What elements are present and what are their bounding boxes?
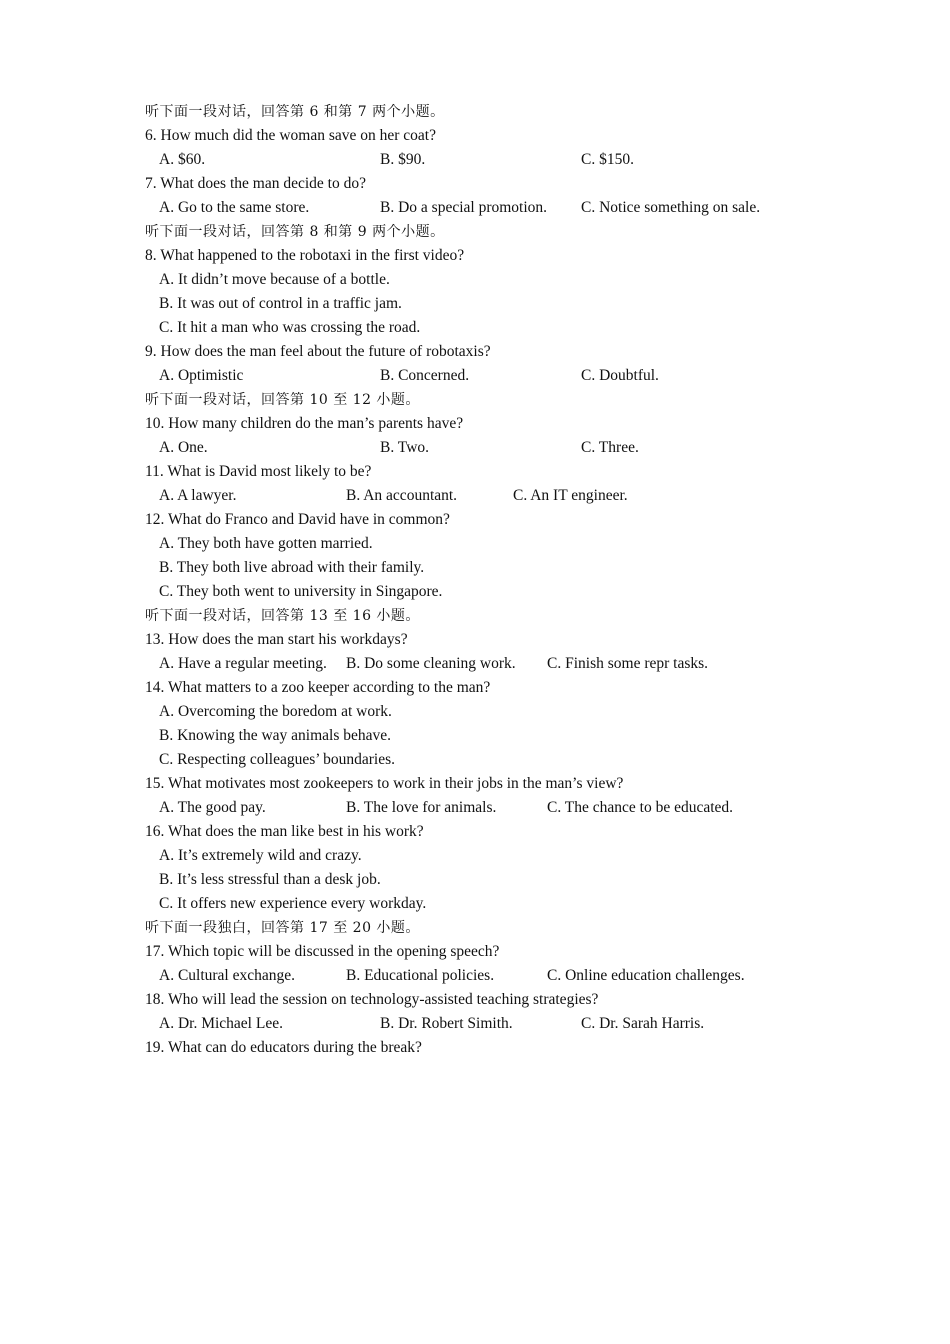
option-b: B. It’s less stressful than a desk job. [159, 871, 381, 888]
question-18-options [145, 1012, 845, 1036]
option-b: B. Two. [380, 439, 430, 456]
option-a: A. $60. [159, 151, 206, 168]
question-19-stem: 19. What can do educators during the break? [145, 1039, 422, 1056]
option-b: B. Do some cleaning work. [346, 655, 516, 672]
option-b: B. It was out of control in a traffic jam. [159, 295, 402, 312]
option-a: A. Cultural exchange. [159, 967, 296, 984]
question-10-options [145, 436, 845, 460]
question-16-stem: 16. What does the man like best in his work? [145, 823, 424, 840]
option-b: B. Dr. Robert Simith. [380, 1015, 513, 1032]
question-7-options [145, 196, 845, 220]
option-b: B. An accountant. [346, 487, 458, 504]
option-a: A. Optimistic [159, 367, 244, 384]
question-10-stem: 10. How many children do the man’s parents have? [145, 415, 464, 432]
option-c: C. Dr. Sarah Harris. [581, 1015, 705, 1032]
question-15-stem: 15. What motivates most zookeepers to work in their jobs in the man’s view? [145, 775, 624, 792]
section-instruction: 听下面一段对话，回答第 6 和第 7 两个小题。 [145, 104, 445, 120]
option-b: B. $90. [380, 151, 426, 168]
option-a: A. Dr. Michael Lee. [159, 1015, 283, 1032]
question-9-stem: 9. How does the man feel about the future of robotaxis? [145, 343, 491, 360]
option-c: C. $150. [581, 151, 634, 168]
option-a: A. Go to the same store. [159, 199, 310, 216]
option-b: B. Concerned. [380, 367, 470, 384]
option-a: A. Overcoming the boredom at work. [159, 703, 392, 720]
section-instruction: 听下面一段对话，回答第 13 至 16 小题。 [145, 608, 420, 624]
option-a: A. Have a regular meeting. [159, 655, 327, 672]
option-a: A. One. [159, 439, 208, 456]
question-9-options [145, 364, 845, 388]
question-13-stem: 13. How does the man start his workdays? [145, 631, 408, 648]
option-c: C. Notice something on sale. [581, 199, 761, 216]
listening-questions [145, 100, 845, 1060]
question-6-options [145, 148, 845, 172]
section-instruction: 听下面一段对话，回答第 10 至 12 小题。 [145, 392, 420, 408]
option-a: A. It didn’t move because of a bottle. [159, 271, 390, 288]
question-13-options [145, 652, 845, 676]
option-c: C. Three. [581, 439, 639, 456]
option-c: C. An IT engineer. [513, 487, 628, 504]
question-17-options [145, 964, 845, 988]
question-15-options [145, 796, 845, 820]
question-11-options [145, 484, 845, 508]
option-b: B. They both live abroad with their family. [159, 559, 425, 576]
section-instruction: 听下面一段独白，回答第 17 至 20 小题。 [145, 920, 420, 936]
question-7-stem: 7. What does the man decide to do? [145, 175, 366, 192]
question-18-stem: 18. Who will lead the session on technology-assisted teaching strategies? [145, 991, 599, 1008]
option-c: C. Online education challenges. [547, 967, 745, 984]
option-b: B. Do a special promotion. [380, 199, 548, 216]
option-c: C. Doubtful. [581, 367, 659, 384]
option-a: A. They both have gotten married. [159, 535, 373, 552]
question-11-stem: 11. What is David most likely to be? [145, 463, 372, 480]
option-b: B. Educational policies. [346, 967, 495, 984]
option-c: C. Finish some repr tasks. [547, 655, 709, 672]
option-a: A. The good pay. [159, 799, 266, 816]
option-b: B. The love for animals. [346, 799, 497, 816]
question-6-stem: 6. How much did the woman save on her coat? [145, 127, 436, 144]
option-a: A. It’s extremely wild and crazy. [159, 847, 362, 864]
option-a: A. A lawyer. [159, 487, 237, 504]
option-c: C. It offers new experience every workday. [159, 895, 427, 912]
question-17-stem: 17. Which topic will be discussed in the opening speech? [145, 943, 500, 960]
option-c: C. The chance to be educated. [547, 799, 734, 816]
option-b: B. Knowing the way animals behave. [159, 727, 392, 744]
question-8-stem: 8. What happened to the robotaxi in the first video? [145, 247, 465, 264]
option-c: C. It hit a man who was crossing the road. [159, 319, 421, 336]
section-instruction: 听下面一段对话，回答第 8 和第 9 两个小题。 [145, 224, 445, 240]
question-12-stem: 12. What do Franco and David have in common? [145, 511, 450, 528]
option-c: C. They both went to university in Singapore. [159, 583, 443, 600]
question-14-stem: 14. What matters to a zoo keeper according to the man? [145, 679, 491, 696]
option-c: C. Respecting colleagues’ boundaries. [159, 751, 396, 768]
